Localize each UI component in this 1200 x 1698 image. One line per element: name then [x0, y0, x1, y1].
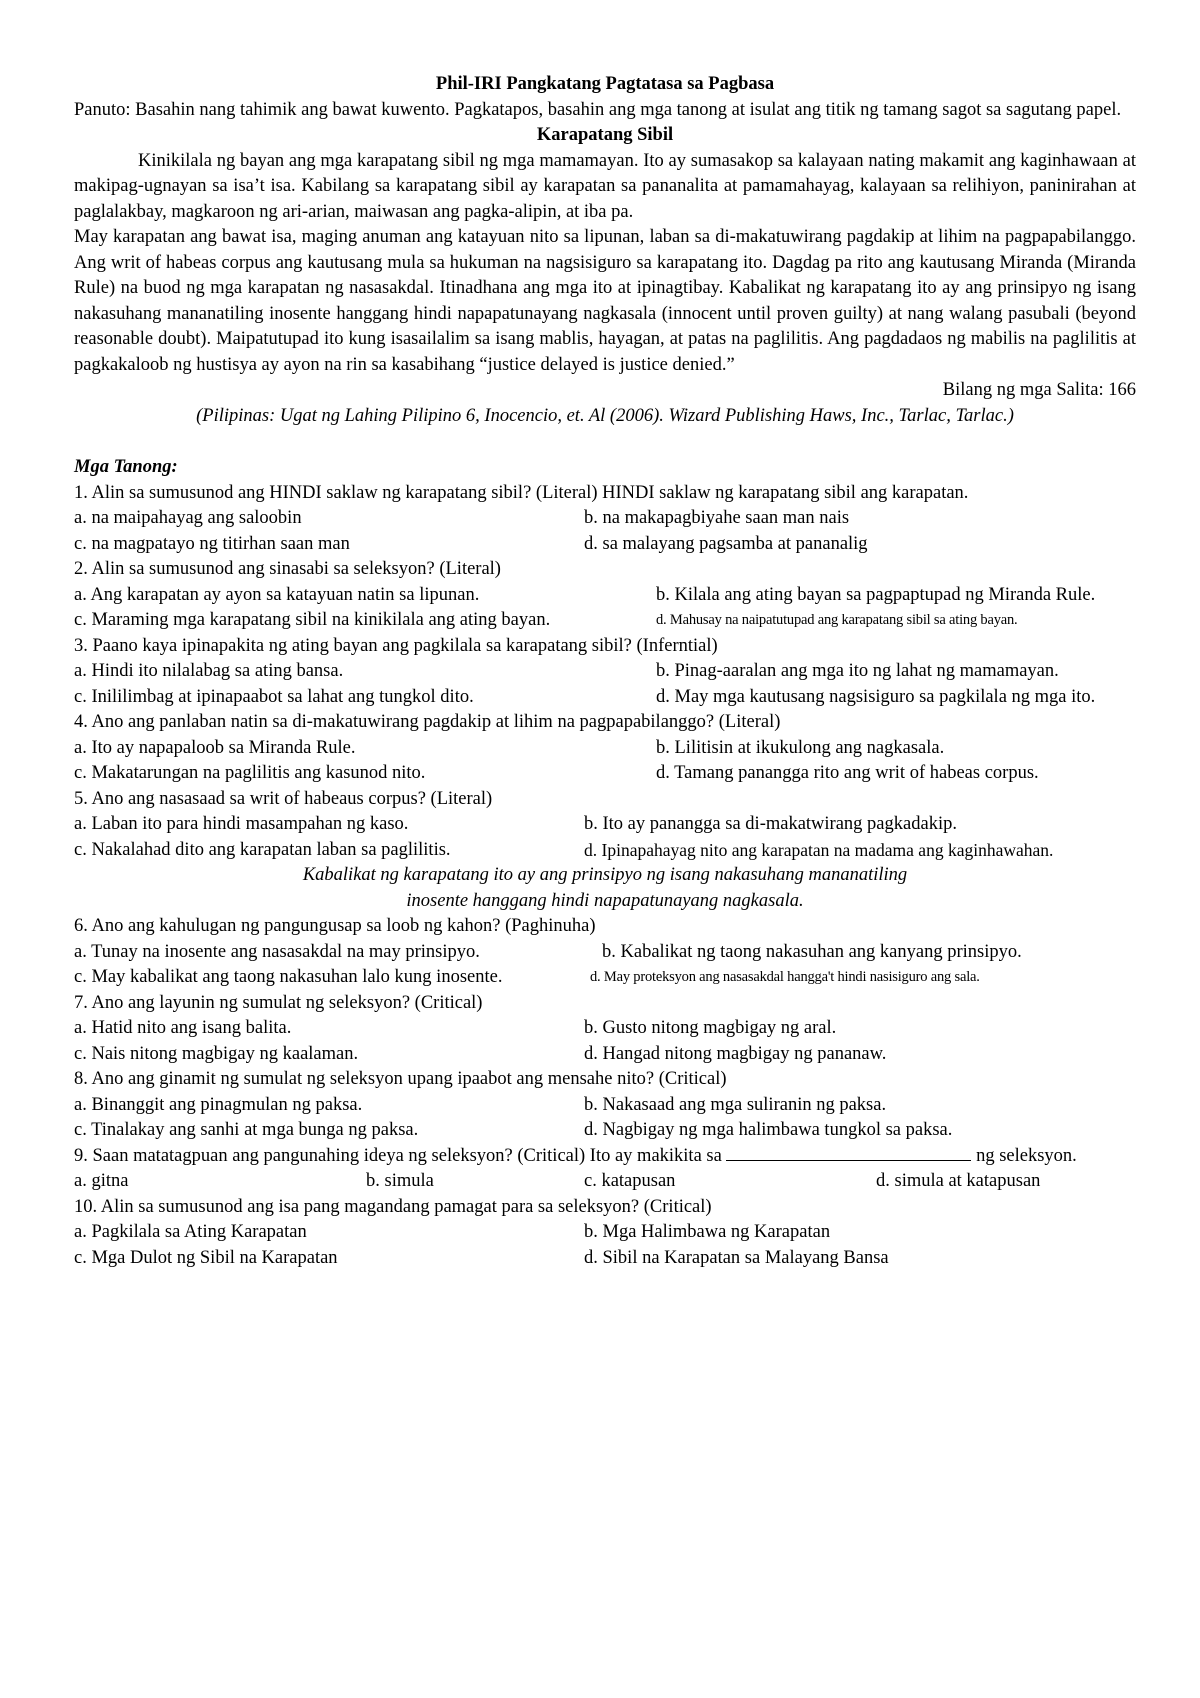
q8-option-a: a. Binanggit ang pinagmulan ng paksa.: [74, 1094, 363, 1115]
q1-row-cd: [74, 532, 1136, 558]
q8-row-ab: [74, 1093, 1136, 1119]
page-title: Phil-IRI Pangkatang Pagtatasa sa Pagbasa: [435, 74, 775, 94]
box-quote-line-2: inosente hanggang hindi napapatunayang nagkasala.: [406, 890, 804, 911]
q2-option-d: d. Mahusay na naipatutupad ang karapatang sibil sa ating bayan.: [656, 612, 1018, 628]
q3-option-a: a. Hindi ito nilalabag sa ating bansa.: [74, 661, 344, 681]
q8-option-c: c. Tinalakay ang sanhi at mga bunga ng paksa.: [74, 1120, 419, 1140]
q8-row-cd: [74, 1118, 1136, 1144]
q7-row-ab: [74, 1016, 1136, 1042]
source-citation: (Pilipinas: Ugat ng Lahing Pilipino 6, Inocencio, et. Al (2006). Wizard Publishing Haws, Inc., Tarlac, Tarlac.): [196, 405, 1014, 426]
q6-option-c: c. May kabalikat ang taong nakasuhan lalo kung inosente.: [74, 967, 503, 987]
q2-option-c: c. Maraming mga karapatang sibil na kinikilala ang ating bayan.: [74, 610, 551, 630]
q6-row-ab: [74, 940, 1136, 966]
q8-option-d: d. Nagbigay ng mga halimbawa tungkol sa paksa.: [584, 1120, 953, 1140]
question-4: 4. Ano ang panlaban natin sa di-makatuwirang pagdakip at lihim na pagpapabilanggo? (Literal): [74, 712, 781, 732]
q4-option-b: b. Lilitisin at ikukulong ang nagkasala.: [656, 737, 945, 758]
story-title: Karapatang Sibil: [536, 125, 674, 145]
q10-row-cd: [74, 1246, 1136, 1272]
q1-option-c: c. na magpatayo ng titirhan saan man: [74, 533, 350, 554]
q7-option-a: a. Hatid nito ang isang balita.: [74, 1018, 292, 1038]
q10-row-ab: [74, 1220, 1136, 1246]
q3-option-c: c. Inililimbag at ipinapaabot sa lahat ang tungkol dito.: [74, 686, 474, 707]
question-9: [74, 1144, 1136, 1170]
question-10: 10. Alin sa sumusunod ang isa pang magandang pamagat para sa seleksyon? (Critical): [74, 1196, 712, 1217]
box-quote-line-1: Kabalikat ng karapatang ito ay ang prinsipyo ng isang nakasuhang mananatiling: [302, 865, 908, 885]
q9-option-c: c. katapusan: [584, 1171, 676, 1191]
q10-option-d: d. Sibil na Karapatan sa Malayang Bansa: [584, 1247, 889, 1268]
question-2: 2. Alin sa sumusunod ang sinasabi sa seleksyon? (Literal): [74, 559, 501, 579]
q5-option-d: d. Ipinapahayag nito ang karapatan na madama ang kaginhawahan.: [584, 839, 1054, 860]
q7-option-c: c. Nais nitong magbigay ng kaalaman.: [74, 1043, 359, 1064]
q5-option-a: a. Laban ito para hindi masampahan ng kaso.: [74, 814, 409, 834]
q4-option-c: c. Makatarungan na paglilitis ang kasunod nito.: [74, 763, 426, 783]
q5-row-cd: [74, 838, 1136, 864]
q9-options: [74, 1169, 1136, 1195]
q4-option-d: d. Tamang pananggа rito ang writ of habeas corpus.: [656, 763, 1039, 783]
q3-option-d: d. May mga kautusang nagsisiguro sa pagkilala ng mga ito.: [656, 686, 1096, 707]
q7-row-cd: [74, 1042, 1136, 1068]
q4-row-ab: [74, 736, 1136, 762]
q9-option-a: a. gitna: [74, 1171, 129, 1191]
q9-option-b: b. simula: [366, 1171, 434, 1191]
q10-option-a: a. Pagkilala sa Ating Karapatan: [74, 1222, 307, 1242]
q4-row-cd: [74, 761, 1136, 787]
questions-heading: Mga Tanong:: [74, 457, 178, 477]
q7-option-d: d. Hangad nitong magbigay ng pananaw.: [584, 1043, 887, 1064]
story-paragraph-1: Kinikilala ng bayan ang mga karapatang sibil ng mga mamamayan. Ito ay sumasakop sa kalayaan nating makamit ang kaginhawaan at makipag-ugnayan sa isa’t isa. Kabilang sa karapatang sibil ay karapatan sa pananalita at pamamahayag, kalayaan sa relihiyon, paninirahan at paglalakbay, magkaroon ng ari-arian, maiwasan ang pagka-alipin, at iba pa.: [74, 150, 1136, 222]
question-6: 6. Ano ang kahulugan ng pangungusap sa loob ng kahon? (Paghinuha): [74, 916, 596, 936]
q5-option-c: c. Nakalahad dito ang karapatan laban sa paglilitis.: [74, 839, 451, 860]
q3-option-b: b. Pinag-aaralan ang mga ito ng lahat ng mamamayan.: [656, 661, 1059, 681]
q1-option-a: a. na maipahayag ang saloobin: [74, 508, 302, 528]
q3-row-cd: [74, 685, 1136, 711]
q4-option-a: a. Ito ay napapaloob sa Miranda Rule.: [74, 737, 356, 758]
question-5: 5. Ano ang nasasaad sa writ of habeaus corpus? (Literal): [74, 788, 493, 809]
word-count: Bilang ng mga Salita: 166: [942, 380, 1136, 400]
q6-option-a: a. Tunay na inosente ang nasasakdal na may prinsipyo.: [74, 941, 480, 962]
worksheet-content: [74, 72, 1136, 1271]
q2-option-b: b. Kilala ang ating bayan sa pagpaptupad ng Miranda Rule.: [656, 584, 1096, 605]
q1-row-ab: [74, 506, 1136, 532]
q1-option-b: b. na makapagbiyahe saan man nais: [584, 508, 850, 528]
q10-option-c: c. Mga Dulot ng Sibil na Karapatan: [74, 1247, 338, 1268]
q6-row-cd: [74, 965, 1136, 991]
q2-row-cd: [74, 608, 1136, 634]
question-1: 1. Alin sa sumusunod ang HINDI saklaw ng karapatang sibil? (Literal) HINDI saklaw ng karapatang sibil ang karapatan.: [74, 482, 969, 503]
question-9-text-end: ng seleksyon.: [976, 1145, 1077, 1166]
q10-option-b: b. Mga Halimbawa ng Karapatan: [584, 1222, 831, 1242]
q6-option-b: b. Kabalikat ng taong nakasuhan ang kanyang prinsipyo.: [602, 941, 1022, 962]
q7-option-b: b. Gusto nitong magbigay ng aral.: [584, 1018, 837, 1038]
q2-row-ab: [74, 583, 1136, 609]
question-3: 3. Paano kaya ipinapakita ng ating bayan ang pagkilala sa karapatang sibil? (Inferntial): [74, 635, 718, 656]
answer-blank: [726, 1146, 971, 1161]
q5-row-ab: [74, 812, 1136, 838]
question-8: 8. Ano ang ginamit ng sumulat ng seleksyon upang ipaabot ang mensahe nito? (Critical): [74, 1069, 727, 1089]
question-7: 7. Ano ang layunin ng sumulat ng seleksyon? (Critical): [74, 992, 483, 1013]
q2-option-a: a. Ang karapatan ay ayon sa katayuan natin sa lipunan.: [74, 584, 480, 605]
instructions: Panuto: Basahin nang tahimik ang bawat kuwento. Pagkatapos, basahin ang mga tanong at isulat ang titik ng tamang sagot sa sagutang papel.: [74, 99, 1122, 120]
q8-option-b: b. Nakasaad ang mga suliranin ng paksa.: [584, 1094, 887, 1115]
q9-option-d: d. simula at katapusan: [876, 1171, 1041, 1191]
q5-option-b: b. Ito ay panangga sa di-makatwirang pagkadakip.: [584, 814, 957, 834]
story-paragraph-2: May karapatan ang bawat isa, maging anuman ang katayuan nito sa lipunan, laban sa di-makatuwirang pagdakip at lihim na pagpapabilanggo. Ang writ of habeas corpus ang kautusang mula sa hukuman na nagsisiguro sa karapatang ito. Dagdag pa rito ang kautusang Miranda (Miranda Rule) na buod ng mga karapatan ng nasasakdal. Itinadhana ang mga ito at ipinagtibay. Kabalikat ng karapatang ito ay ang prinsipyo ng isang nakasuhang mananatiling inosente hanggang hindi napapatunayang nagkasala (innocent until proven guilty) at nang walang pasubali (beyond reasonable doubt). Maipatutupad ito kung isasailalim sa isang mablis, hayagan, at patas na paglilitis. Ang pagdadaos ng mabilis na paglilitis at pagkakaloob ng hustisya ay ayon na rin sa kasabihang “justice delayed is justice denied.”: [74, 227, 1136, 375]
q3-row-ab: [74, 659, 1136, 685]
question-9-text: 9. Saan matatagpuan ang pangunahing ideya ng seleksyon? (Critical) Ito ay makikita sa: [74, 1145, 722, 1166]
q6-option-d: d. May proteksyon ang nasasakdal hangga't hindi nasisiguro ang sala.: [590, 969, 980, 985]
q1-option-d: d. sa malayang pagsamba at pananalig: [584, 533, 868, 554]
